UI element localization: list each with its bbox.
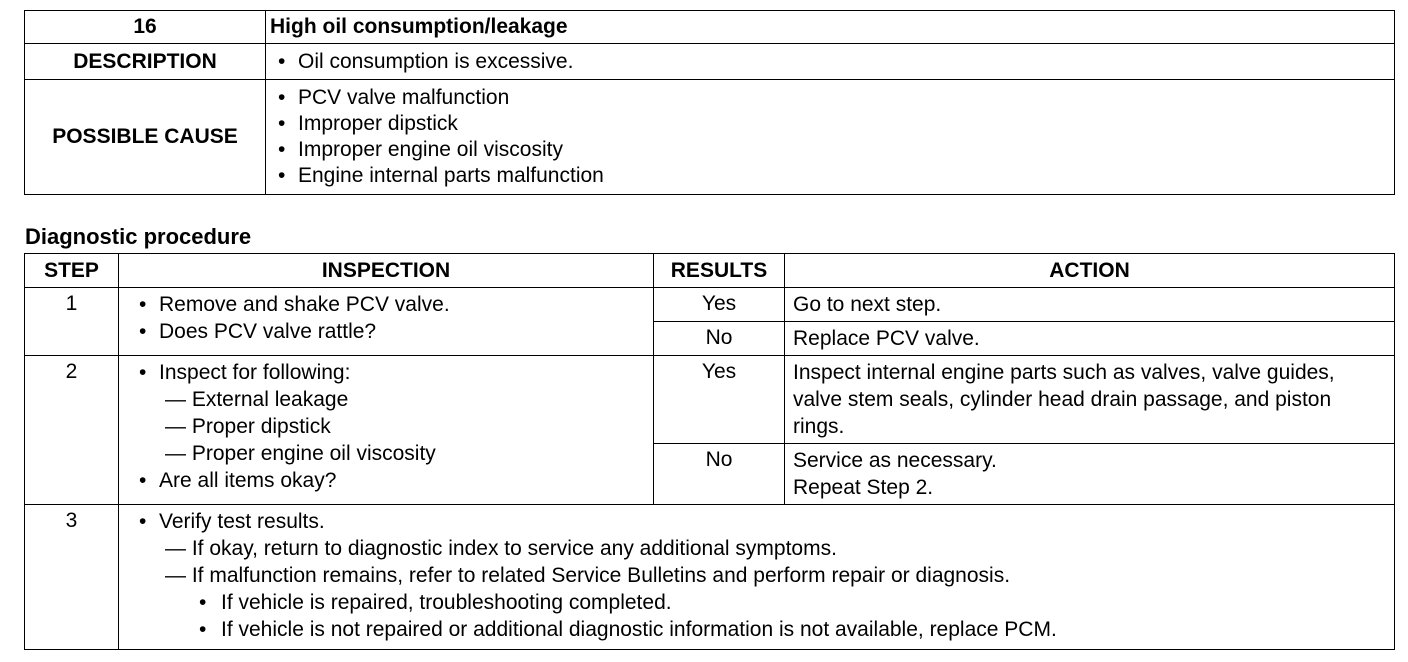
step-inspection [119,288,654,356]
step-inspection [119,356,654,505]
step-number: 2 [25,356,119,505]
possible-cause-label: POSSIBLE CAUSE [25,80,266,195]
procedure-header-row [25,254,1395,288]
procedure-heading: Diagnostic procedure [25,224,252,249]
table-row [25,288,1395,322]
description-text: • Oil consumption is excessive. [272,49,1394,75]
action-yes: Go to next step. [785,288,1395,322]
action-no [785,444,1395,505]
step-inspection [119,505,1395,650]
action-no: Replace PCV valve. [785,322,1395,356]
inspection-subitem: — If malfunction remains, refer to related Service Bulletins and perform repair or diagnosis. [165,564,1011,587]
inspection-item: • Does PCV valve rattle? [133,318,647,345]
action-line: Repeat Step 2. [793,476,934,499]
symptom-number: 16 [25,11,266,44]
inspection-subsubitem: • If vehicle is not repaired or additional diagnostic information is not available, replace PCM. [133,616,1388,643]
action-column-header: ACTION [785,254,1395,288]
step-number: 3 [25,505,119,650]
symptom-title: High oil consumption/leakage [266,11,1395,44]
description-cell [266,44,1395,80]
inspection-item: • Inspect for following: [133,359,647,386]
cause-item: • Improper engine oil viscosity [272,137,1394,163]
description-label: DESCRIPTION [25,44,266,80]
inspection-subitem: — Proper dipstick [165,415,331,438]
inspection-item: • Remove and shake PCV valve. [133,291,647,318]
inspection-subitem: — Proper engine oil viscosity [165,442,436,465]
cause-item: • Improper dipstick [272,111,1394,137]
action-line: Service as necessary. [793,449,997,472]
result-yes: Yes [654,356,785,444]
inspection-subsubitem: • If vehicle is repaired, troubleshooting completed. [133,589,1388,616]
inspection-column-header: INSPECTION [119,254,654,288]
cause-item: • Engine internal parts malfunction [272,163,1394,189]
cause-item: • PCV valve malfunction [272,85,1394,111]
inspection-item: • Are all items okay? [133,467,647,494]
procedure-table [24,253,1395,650]
results-column-header: RESULTS [654,254,785,288]
table-row [25,505,1395,650]
step-number: 1 [25,288,119,356]
inspection-item: • Verify test results. [133,508,1388,535]
result-no: No [654,444,785,505]
inspection-subitem: — If okay, return to diagnostic index to service any additional symptoms. [165,537,837,560]
symptom-table [24,10,1395,195]
possible-cause-list [266,80,1395,195]
step-column-header: STEP [25,254,119,288]
table-row [25,356,1395,444]
action-yes: Inspect internal engine parts such as valves, valve guides, valve stem seals, cylinder head drain passage, and piston rings. [785,356,1395,444]
result-yes: Yes [654,288,785,322]
result-no: No [654,322,785,356]
inspection-subitem: — External leakage [165,388,349,411]
